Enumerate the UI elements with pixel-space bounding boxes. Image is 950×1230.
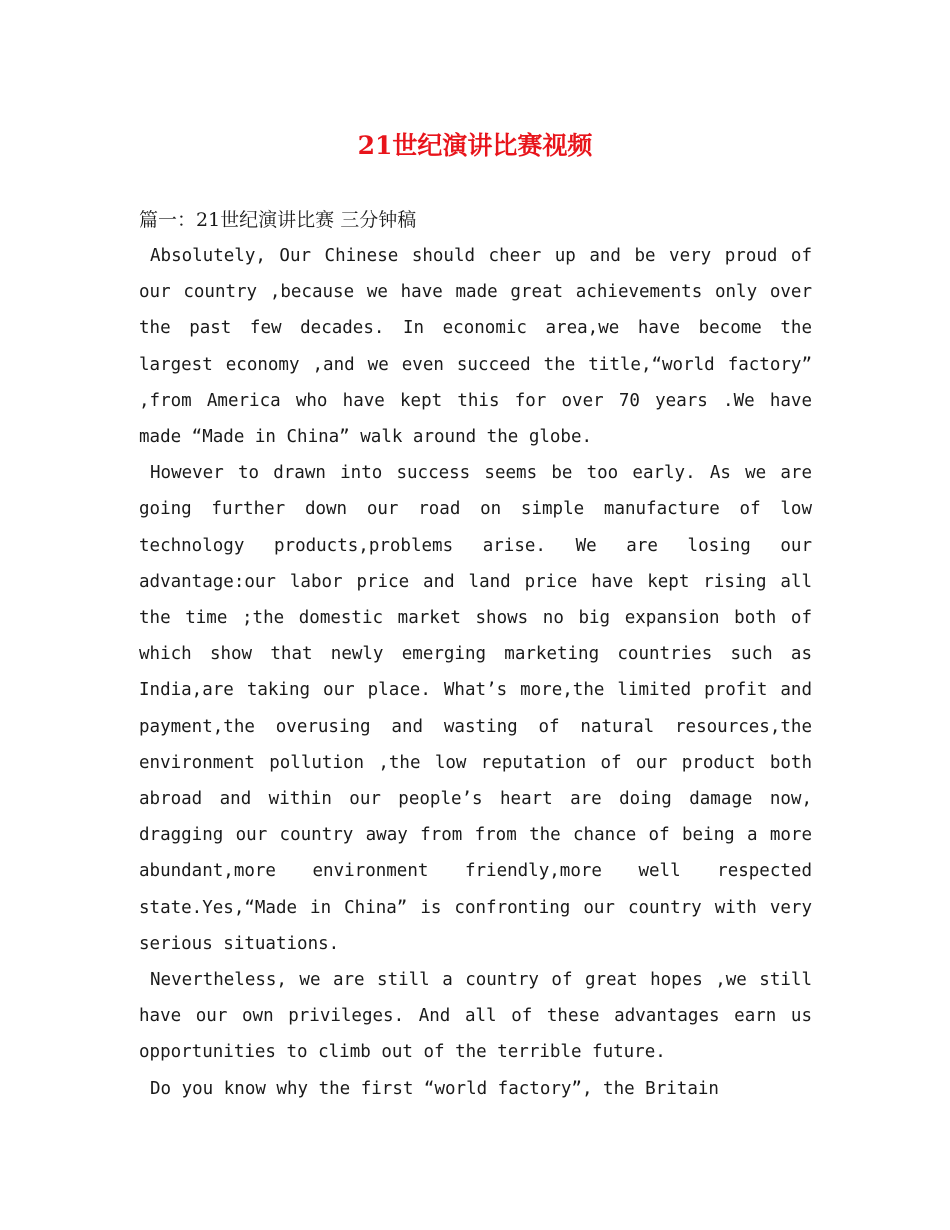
paragraph-4: Do you know why the first “world factory”, the Britain: [150, 1078, 719, 1099]
document-title: 21世纪演讲比赛视频: [357, 131, 593, 160]
document-body: [139, 238, 812, 1107]
paragraph-1: Absolutely, Our Chinese should cheer up and be very proud of our country ,because we have made great achievements only over the past few decades. In economic area,we have become the largest economy ,and we even succeed the title,“world factory” ,from America who have kept this for over 70 years .We have made “Made in China” walk around the globe.: [139, 246, 812, 448]
paragraph-3: Nevertheless, we are still a country of great hopes ,we still have our own privileges. And all of these advantages earn us opportunities to climb out of the terrible future.: [139, 970, 812, 1063]
paragraph-2: However to drawn into success seems be too early. As we are going further down our road on simple manufacture of low technology products,problems arise. We are losing our advantage:our labor price and land price have kept rising all the time ;the domestic market shows no big expansion both of which show that newly emerging marketing countries such as India,are taking our place. What’s more,the limited profit and payment,the overusing and wasting of natural resources,the environment pollution ,the low reputation of our product both abroad and within our people’s heart are doing damage now, dragging our country away from from the chance of being a more abundant,more environment friendly,more well respected state.Yes,“Made in China” is confronting our country with very serious situations.: [139, 463, 812, 954]
section-heading: 篇一：21世纪演讲比赛 三分钟稿: [139, 209, 417, 231]
